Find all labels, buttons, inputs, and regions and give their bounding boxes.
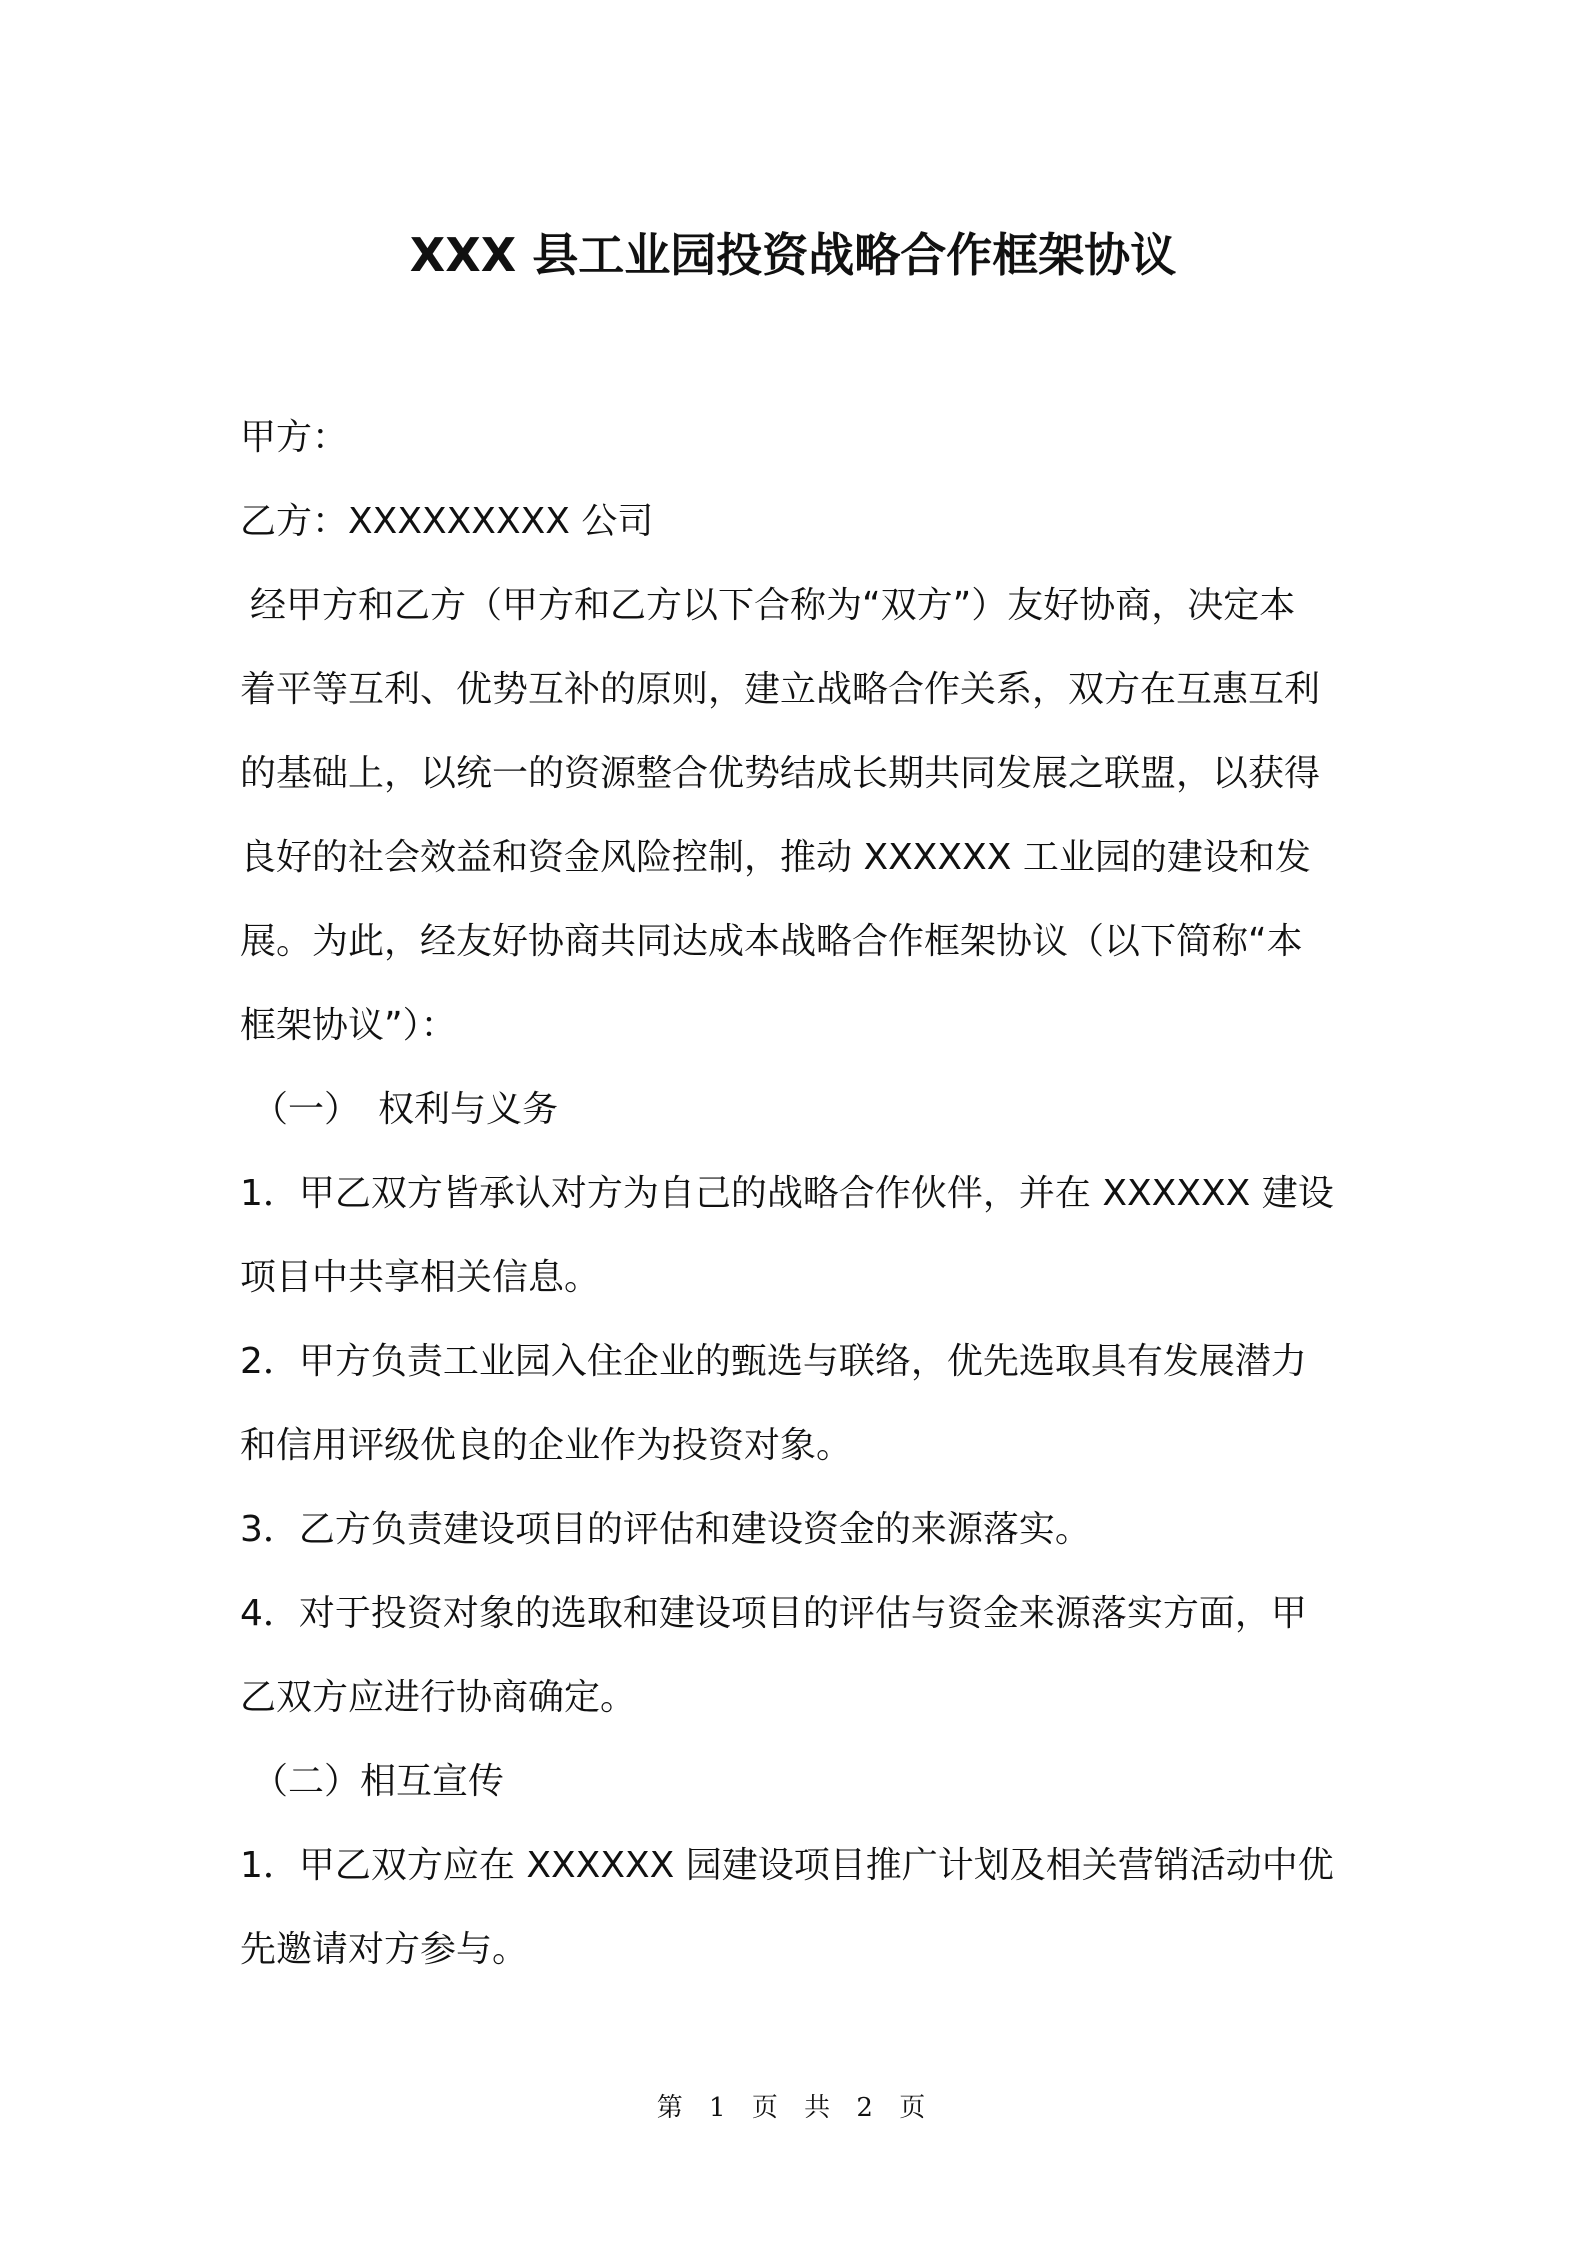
section1-item (240, 1320, 1360, 1488)
page-footer: 第 1 页 共 2 页 (656, 2093, 930, 2123)
intro-line: 的基础上，以统一的资源整合优势结成长期共同发展之联盟，以获得 (240, 753, 1321, 794)
section2-item (240, 1824, 1360, 1992)
intro-paragraph (240, 564, 1360, 1068)
section1-item-line: 项目中共享相关信息。 (240, 1257, 601, 1298)
section1-item-line: 乙双方应进行协商确定。 (240, 1677, 637, 1718)
section1-item-line: 4．对于投资对象的选取和建设项目的评估与资金来源落实方面，甲 (240, 1593, 1307, 1634)
section1-heading: （一） 权利与义务 (252, 1089, 559, 1130)
intro-line: 良好的社会效益和资金风险控制，推动 XXXXXX 工业园的建设和发 (240, 837, 1311, 878)
party-b-line: 乙方：XXXXXXXXX 公司 (240, 501, 654, 542)
intro-line: 展。为此，经友好协商共同达成本战略合作框架协议（以下简称“本 (240, 921, 1303, 962)
section1-item-line: 3．乙方负责建设项目的评估和建设资金的来源落实。 (240, 1509, 1091, 1550)
section1-item-line: 2．甲方负责工业园入住企业的甄选与联络，优先选取具有发展潜力 (240, 1341, 1307, 1382)
intro-line: 经甲方和乙方（甲方和乙方以下合称为“双方”）友好协商，决定本 (250, 585, 1296, 626)
party-a-line: 甲方： (240, 417, 349, 458)
section2-heading: （二）相互宣传 (252, 1761, 505, 1802)
section2-item-line: 先邀请对方参与。 (240, 1929, 529, 1970)
document-body (240, 396, 1360, 1992)
intro-line: 着平等互利、优势互补的原则，建立战略合作关系，双方在互惠互利 (240, 669, 1321, 710)
section1-item-line: 和信用评级优良的企业作为投资对象。 (240, 1425, 853, 1466)
section1-item-line: 1．甲乙双方皆承认对方为自己的战略合作伙伴，并在 XXXXXX 建设 (240, 1173, 1334, 1214)
section1-item (240, 1488, 1360, 1572)
section1-item (240, 1152, 1360, 1320)
section1-item (240, 1572, 1360, 1740)
document-title: XXX 县工业园投资战略合作框架协议 (409, 228, 1177, 282)
section2-item-line: 1．甲乙双方应在 XXXXXX 园建设项目推广计划及相关营销活动中优 (240, 1845, 1334, 1886)
intro-line: 框架协议”）： (240, 1005, 457, 1046)
